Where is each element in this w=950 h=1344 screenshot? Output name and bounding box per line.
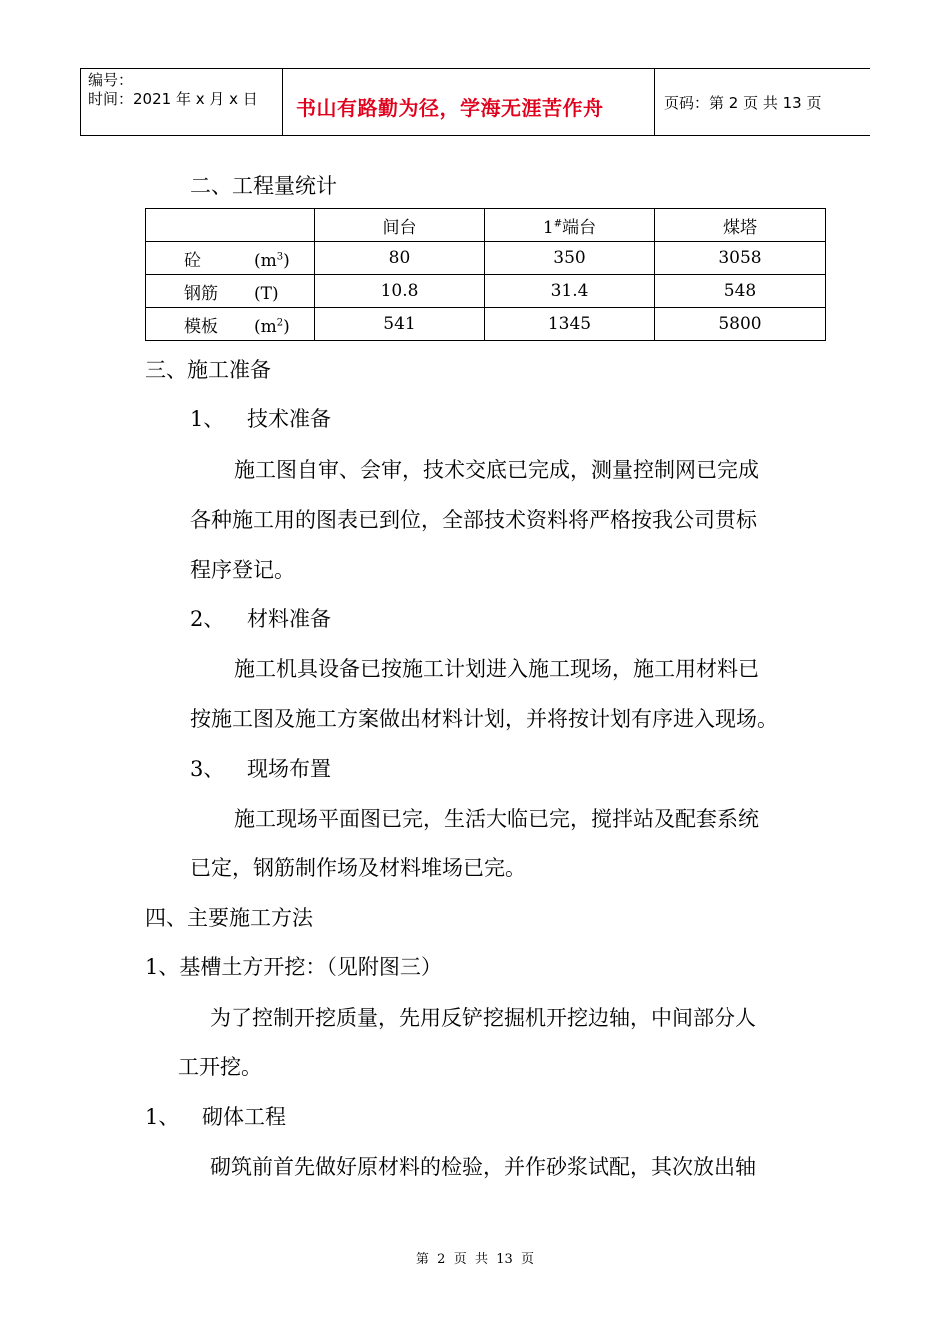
paragraph-line: 施工现场平面图已完，生活大临已完，搅拌站及配套系统 (234, 807, 759, 831)
paragraph-line: 工开挖。 (178, 1055, 262, 1079)
table-header-row (146, 209, 826, 242)
page-header (80, 68, 870, 136)
table-cell: 5800 (655, 308, 826, 341)
table-row-header: 钢筋 (T) (146, 275, 315, 308)
subsection-title: 砌体工程 (202, 1105, 286, 1129)
table-row (146, 275, 826, 308)
table-cell: 541 (315, 308, 485, 341)
section-2-title: 二、工程量统计 (190, 174, 337, 198)
subsection-title: 现场布置 (247, 757, 331, 781)
table-row-header: 模板 $(m^2)$ (146, 308, 315, 341)
paragraph-line: 各种施工用的图表已到位，全部技术资料将严格按我公司贯标 (190, 508, 757, 532)
header-number-label: 编号： (88, 71, 134, 89)
subsection-number: 2、 (190, 607, 225, 631)
table-header-cell (146, 209, 315, 242)
subsection-number: 1、 (145, 1105, 180, 1129)
paragraph-line: 程序登记。 (190, 558, 295, 582)
paragraph-line: 施工机具设备已按施工计划进入施工现场，施工用材料已 (234, 657, 759, 681)
subsection-title: 技术准备 (247, 407, 331, 431)
table-cell: 31.4 (485, 275, 655, 308)
header-page-code: 页码：第 2 页 共 13 页 (664, 94, 822, 112)
table-cell: 10.8 (315, 275, 485, 308)
header-time-label: 时间：2021 年 x 月 x 日 (88, 90, 258, 108)
table-header-cell: 1#端台 (485, 209, 655, 242)
section-3-title: 三、施工准备 (145, 358, 271, 382)
paragraph-line: 已定，钢筋制作场及材料堆场已完。 (190, 856, 526, 880)
table-cell: 80 (315, 242, 485, 275)
paragraph-line: 砌筑前首先做好原材料的检验，并作砂浆试配，其次放出轴 (210, 1155, 756, 1179)
table-row (146, 242, 826, 275)
header-motto: 书山有路勤为径，学海无涯苦作舟 (296, 96, 604, 120)
table-cell: 548 (655, 275, 826, 308)
table-cell: 1345 (485, 308, 655, 341)
paragraph-line: 为了控制开挖质量，先用反铲挖掘机开挖边轴，中间部分人 (210, 1006, 756, 1030)
subsection-title: 材料准备 (247, 607, 331, 631)
subsection-number: 1、 (190, 407, 225, 431)
subsection-number: 3、 (190, 757, 225, 781)
table-header-cell: 煤塔 (655, 209, 826, 242)
paragraph-line: 施工图自审、会审，技术交底已完成，测量控制网已完成 (234, 458, 759, 482)
table-row-header: 砼 $(m^3)$ (146, 242, 315, 275)
paragraph-line: 按施工图及施工方案做出材料计划，并将按计划有序进入现场。 (190, 707, 778, 731)
subsection-title: 1、基槽土方开挖：（见附图三） (145, 955, 442, 979)
quantity-table (145, 208, 826, 341)
table-header-cell: 间台 (315, 209, 485, 242)
table-row (146, 308, 826, 341)
table-cell: 350 (485, 242, 655, 275)
page-footer: 第 2 页 共 13 页 (415, 1252, 535, 1267)
section-4-title: 四、主要施工方法 (145, 906, 313, 930)
table-cell: 3058 (655, 242, 826, 275)
